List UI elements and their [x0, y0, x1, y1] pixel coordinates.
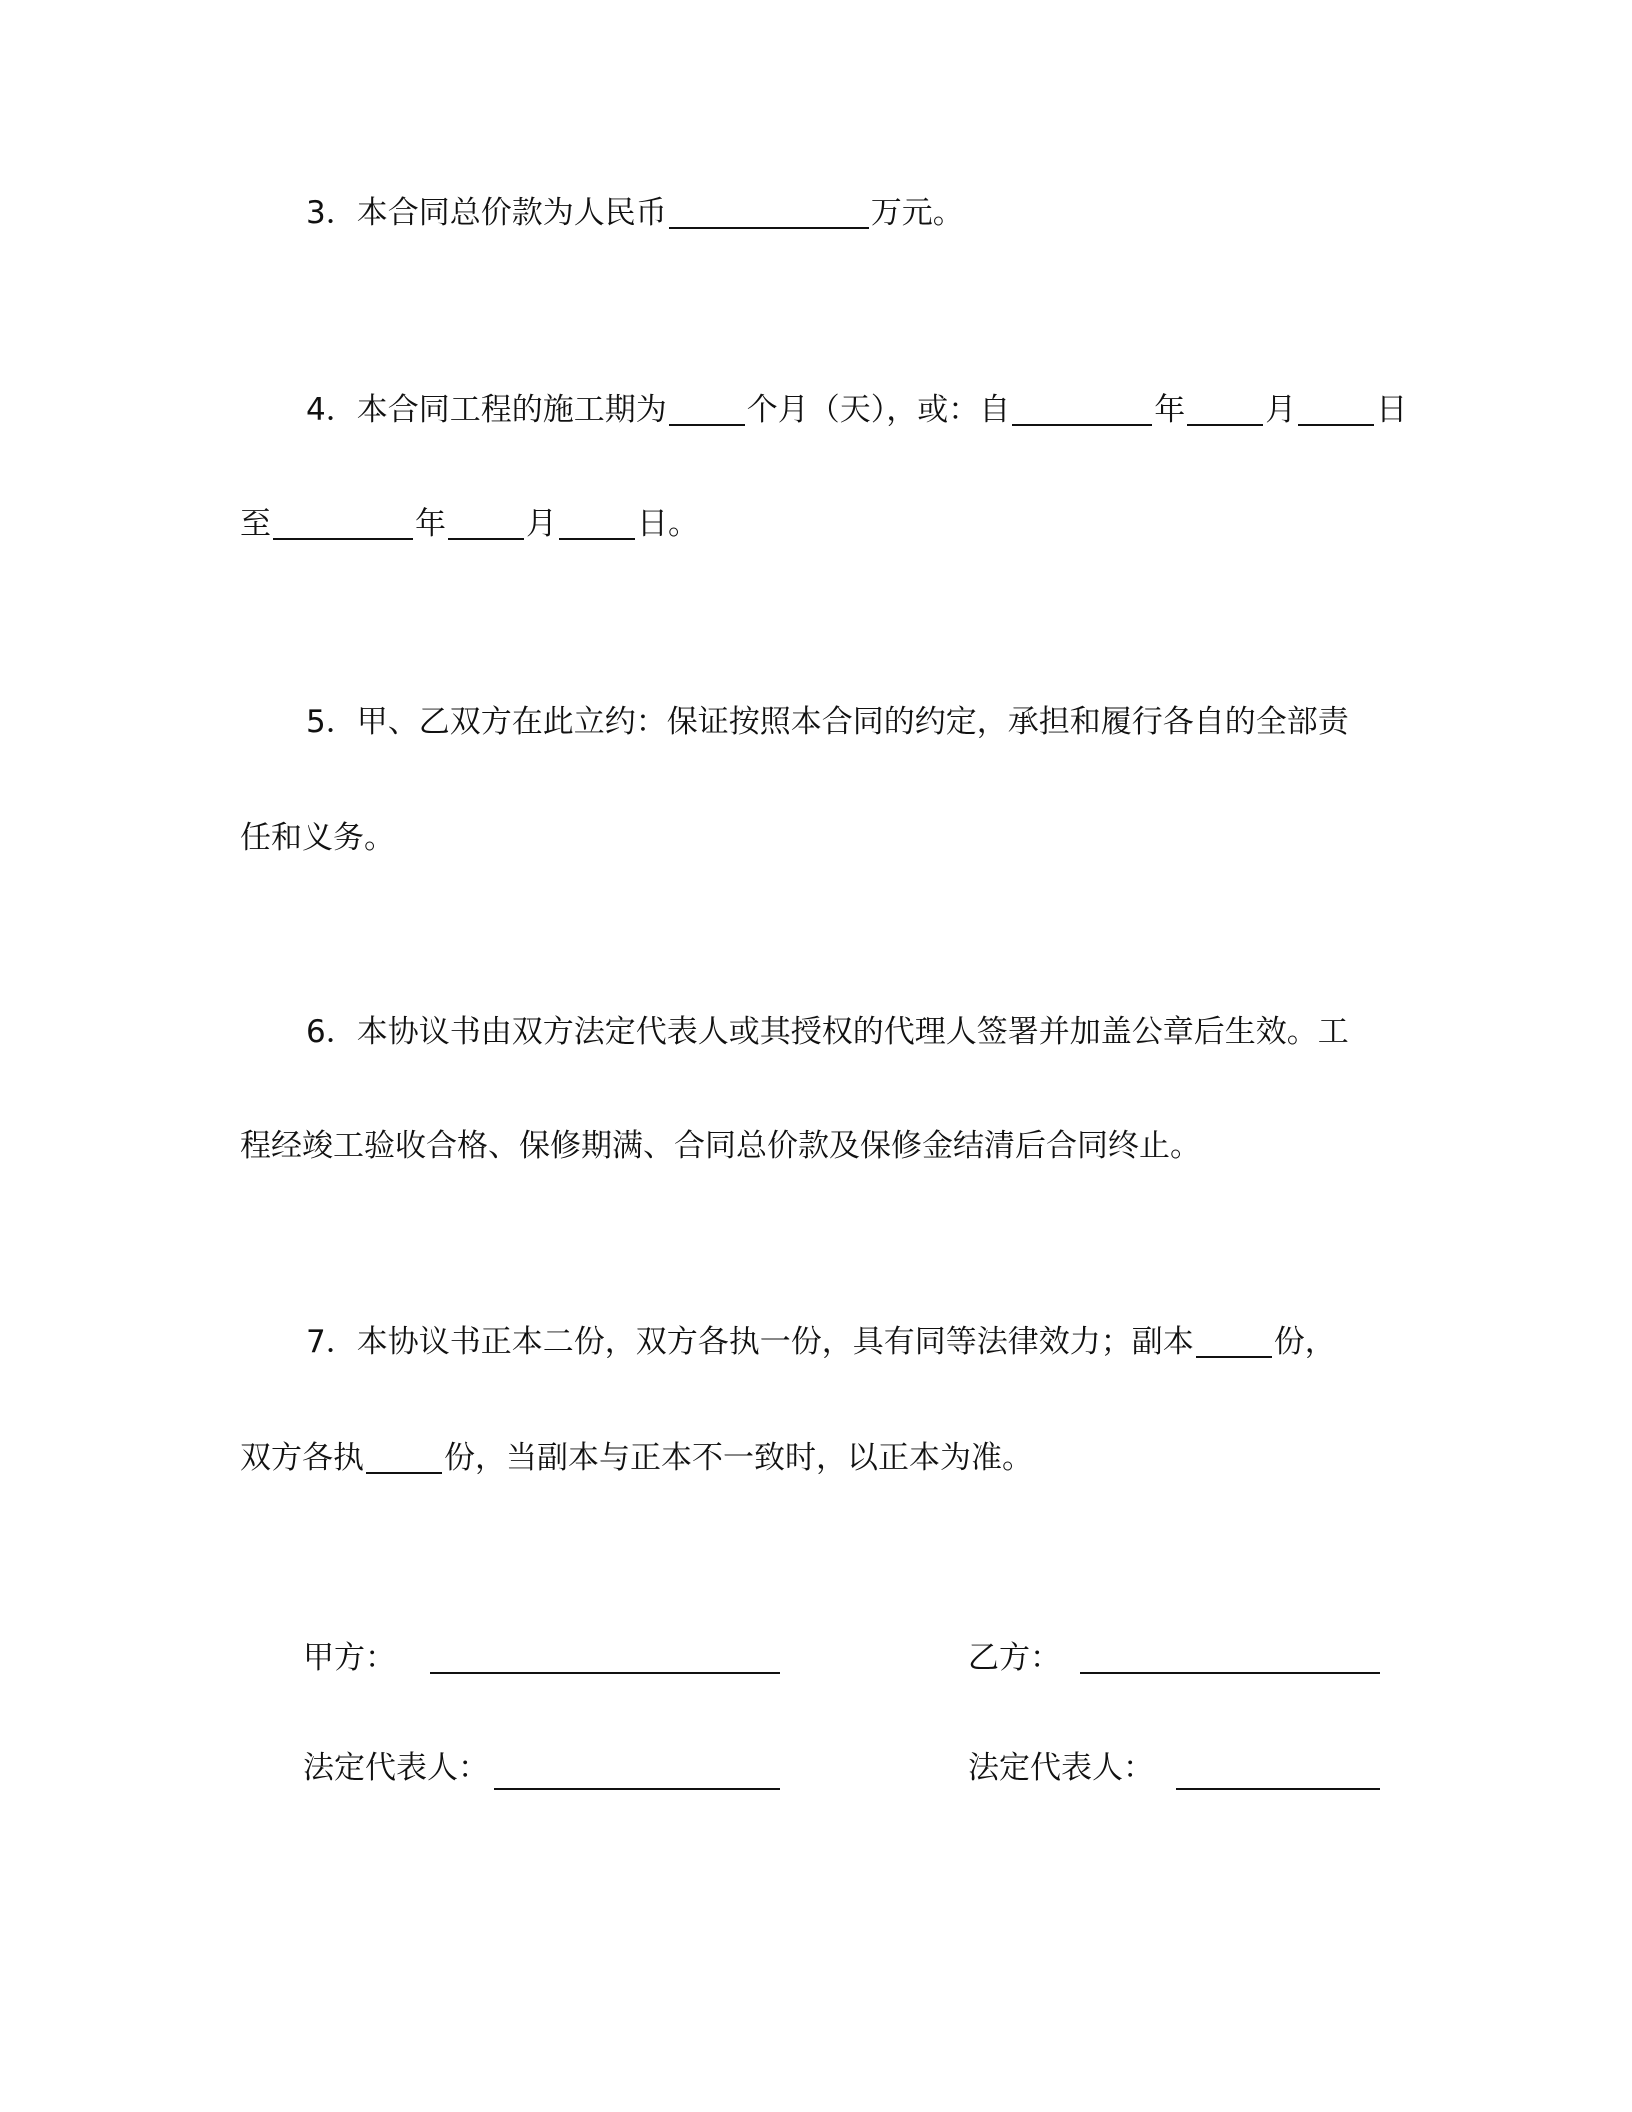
- rep-a-signature-line[interactable]: [494, 1788, 780, 1790]
- party-b-label: 乙方：: [968, 1640, 1061, 1676]
- months-blank[interactable]: [669, 394, 745, 426]
- clause-5-line-1: 5．甲、乙双方在此立约：保证按照本合同的约定，承担和履行各自的全部责: [306, 704, 1349, 740]
- start-day-blank[interactable]: [1298, 394, 1374, 426]
- day-label: 日。: [637, 506, 699, 542]
- day-label: 日: [1376, 392, 1408, 428]
- clause-7-text-4: 份，当副本与正本不一致时，以正本为准。: [444, 1440, 1033, 1476]
- month-label: 月: [526, 506, 557, 542]
- amount-blank[interactable]: [669, 197, 869, 229]
- start-year-blank[interactable]: [1012, 394, 1152, 426]
- end-year-blank[interactable]: [273, 508, 413, 540]
- clause-6-line-2: 程经竣工验收合格、保修期满、合同总价款及保修金结清后合同终止。: [240, 1128, 1201, 1164]
- clause-5-line-2: 任和义务。: [240, 820, 395, 856]
- month-label: 月: [1265, 392, 1297, 428]
- rep-b-label: 法定代表人：: [968, 1750, 1154, 1786]
- rep-b-signature-line[interactable]: [1176, 1788, 1380, 1790]
- copies-blank[interactable]: [1196, 1326, 1272, 1358]
- start-month-blank[interactable]: [1187, 394, 1263, 426]
- clause-7-text-3: 双方各执: [240, 1440, 364, 1476]
- clause-7-text: 7．本协议书正本二份，双方各执一份，具有同等法律效力；副本: [306, 1324, 1194, 1360]
- clause-4-line-1: [306, 390, 1407, 430]
- clause-4-text: 4．本合同工程的施工期为: [306, 392, 667, 428]
- clause-7-line-1: [306, 1322, 1336, 1362]
- clause-3: [306, 193, 964, 233]
- clause-7-line-2: [240, 1438, 1033, 1478]
- party-a-signature-line[interactable]: [430, 1672, 780, 1674]
- year-label: 年: [415, 506, 446, 542]
- clause-3-unit: 万元。: [870, 195, 964, 231]
- year-label: 年: [1154, 392, 1186, 428]
- clause-4-line-2: [240, 504, 699, 544]
- rep-a-label: 法定代表人：: [303, 1750, 489, 1786]
- end-month-blank[interactable]: [448, 508, 524, 540]
- clause-4-to: 至: [240, 506, 271, 542]
- clause-7-text-2: 份，: [1273, 1324, 1336, 1360]
- party-b-signature-line[interactable]: [1080, 1672, 1380, 1674]
- party-a-label: 甲方：: [303, 1640, 396, 1676]
- clause-4-text-2: 个月（天），或：自: [746, 392, 1011, 428]
- end-day-blank[interactable]: [559, 508, 635, 540]
- clause-6-line-1: 6．本协议书由双方法定代表人或其授权的代理人签署并加盖公章后生效。工: [306, 1014, 1349, 1050]
- copies-each-blank[interactable]: [366, 1442, 442, 1474]
- clause-3-text: 3．本合同总价款为人民币: [306, 195, 667, 231]
